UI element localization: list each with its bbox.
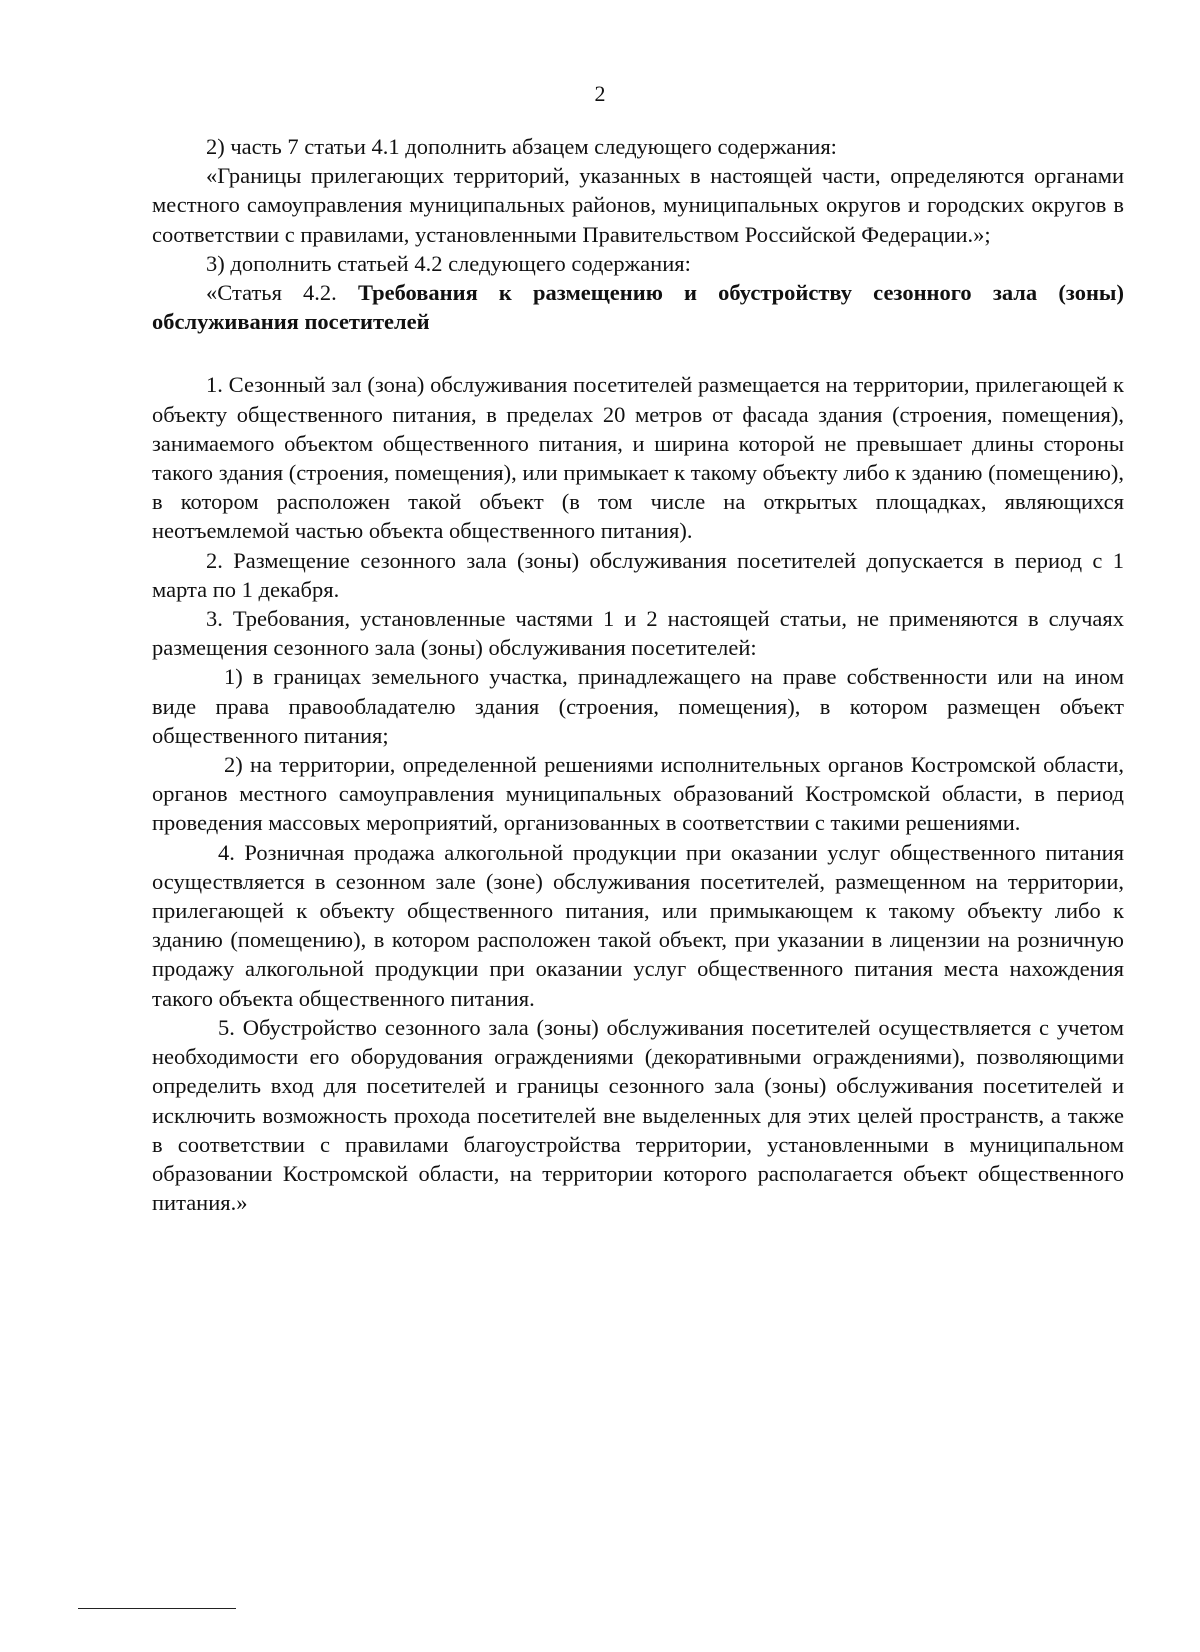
article-item-2: 2. Размещение сезонного зала (зоны) обслуживания посетителей допускается в период с 1 марта по 1 декабря. xyxy=(152,547,1124,602)
amendment-paragraph-2: 2) часть 7 статьи 4.1 дополнить абзацем следующего содержания: xyxy=(206,134,837,159)
page-number: 2 xyxy=(594,81,606,106)
amendment-quote-borders: «Границы прилегающих территорий, указанных в настоящей части, определяются органами местного самоуправления муниципальных районов, муниципальных округов и городских округов в соответствии с правилами, установленными Правительством Российской Федерации.»; xyxy=(152,163,1124,247)
article-item-1: 1. Сезонный зал (зона) обслуживания посетителей размещается на территории, прилегающей к объекту общественного питания, в пределах 20 метров от фасада здания (строения, помещения), занимаемого объектом общественного питания, и ширина которой не превышает длины стороны такого здания (строения, помещения), или примыкает к такому объекту либо к зданию (помещению), в котором расположен такой объект (в том числе на открытых площадках, являющихся неотъемлемой частью объекта общественного питания). xyxy=(152,372,1124,544)
article-heading-title: Требования к размещению и обустройству сезонного зала (зоны) обслуживания посетителей xyxy=(152,280,1124,335)
section-spacer xyxy=(152,336,1124,370)
footnote-separator xyxy=(78,1608,236,1609)
amendment-paragraph-3: 3) дополнить статьей 4.2 следующего содержания: xyxy=(206,250,691,276)
document-body xyxy=(152,132,1124,1217)
article-heading-prefix: «Статья 4.2. xyxy=(206,280,337,306)
article-item-3-subitem-1: 1) в границах земельного участка, принадлежащего на праве собственности или на ином виде права правообладателю здания (строения, помещения), в котором размещен объект общественного питания; xyxy=(152,664,1124,748)
article-item-3: 3. Требования, установленные частями 1 и 2 настоящей статьи, не применяются в случаях размещения сезонного зала (зоны) обслуживания посетителей: xyxy=(152,606,1124,661)
article-heading xyxy=(152,278,1124,336)
article-item-5: 5. Обустройство сезонного зала (зоны) обслуживания посетителей осуществляется с учетом необходимости его оборудования ограждениями (декоративными ограждениями), позволяющими определить вход для посетителей и границы сезонного зала (зоны) обслуживания посетителей и исключить возможность прохода посетителей вне выделенных для этих целей пространств, а также в соответствии с правилами благоустройства территории, установленными в муниципальном образовании Костромской области, на территории которого располагается объект общественного питания.» xyxy=(152,1014,1124,1216)
article-item-3-subitem-2: 2) на территории, определенной решениями исполнительных органов Костромской области, органов местного самоуправления муниципальных образований Костромской области, в период проведения массовых мероприятий, организованных в соответствии с такими решениями. xyxy=(152,752,1124,836)
article-item-4: 4. Розничная продажа алкогольной продукции при оказании услуг общественного питания осуществляется в сезонном зале (зоне) обслуживания посетителей, размещенном на территории, прилегающей к объекту общественного питания, или примыкающем к такому объекту либо к зданию (помещению), в котором расположен такой объект, при указании в лицензии на розничную продажу алкогольной продукции при оказании услуг общественного питания места нахождения такого объекта общественного питания. xyxy=(152,839,1124,1011)
